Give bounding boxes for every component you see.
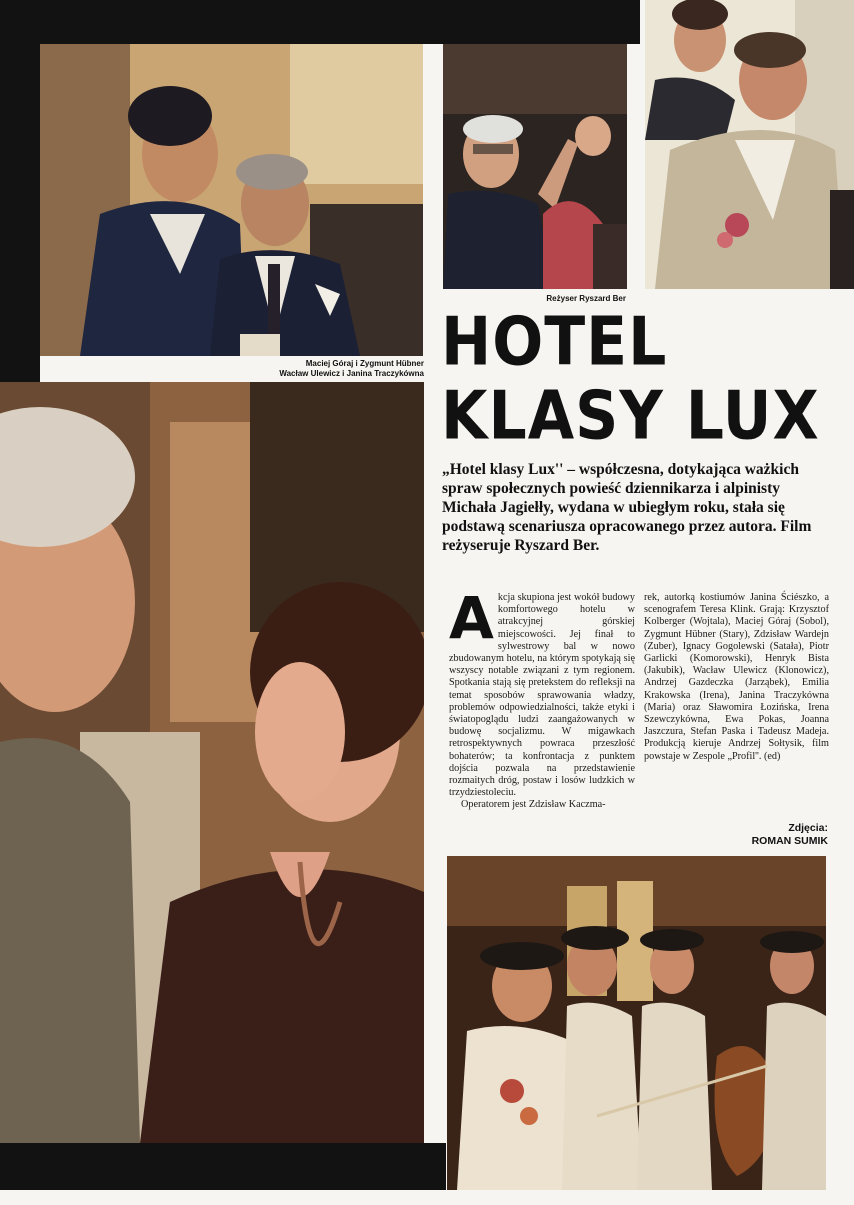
title-line2: KLASY LUX <box>441 376 820 456</box>
photo-director <box>443 44 627 289</box>
caption-director: Reżyser Ryszard Ber <box>546 294 626 303</box>
title-line1: HOTEL <box>441 302 668 382</box>
photo-highlander-man <box>645 0 854 289</box>
column-1-paragraph-2: Operatorem jest Zdzisław Kaczma- <box>461 799 606 811</box>
article-column-1 <box>449 584 635 812</box>
article-lead: „Hotel klasy Lux'' – współczesna, dotykająca ważkich spraw społecznych powieść dziennikarza i alpinisty Michała Jagiełły, wydana w ubiegłym roku, stała się podstawą scenariusza opracowanego przez autora. Film reżyseruje Ryszard Ber. <box>442 461 812 554</box>
black-frame-left <box>0 0 40 382</box>
photo-credit <box>700 822 828 848</box>
caption-top-left-line2: Wacław Ulewicz i Janina Traczykówna <box>279 369 424 378</box>
article-column-2 <box>644 592 829 763</box>
caption-top-left <box>216 359 424 379</box>
article-title <box>441 302 841 456</box>
credit-name: ROMAN SUMIK <box>751 835 828 847</box>
caption-top-left-line1: Maciej Góraj i Zygmunt Hübner <box>305 359 424 368</box>
column-1-paragraph-1: kcja skupiona jest wokół budowy komfortowego hotelu w atrakcyjnej górskiej miejscowości. Jej finał to sylwestrowy bal w nowo zbudowanym hotelu, na którym spotykają się wszyscy notable związani z tym regionem. Spotkania stają się pretekstem do refleksji na temat sposobów sprawowania władzy, problemów odpowiedzialności, także etyki i światopoglądu ludzi zaangażowanych w budowę socjalizmu. W migawkach retrospektywnych powraca przeszłość bohaterów; ta konfrontacja z punktem dojścia pozwala na przedstawienie rozmaitych dróg, postaw i losów ludzkich w trzydziestoleciu. <box>449 592 635 799</box>
black-frame-top <box>0 0 640 44</box>
photo-woman-and-man <box>0 382 424 1143</box>
column-2-paragraph: rek, autorką kostiumów Janina Ściészko, a scenografem Teresa Klink. Grają: Krzysztof Kolberger (Wojtala), Maciej Góraj (Sobol), Zygmunt Hübner (Stary), Zdzisław Wardejn (Zuber), Ignacy Gogolewski (Satała), Piotr Garlicki (Komorowski), Henryk Bista (Jakubik), Wacław Ulewicz (Klonowicz), Andrzej Gazdeczka (Jarząbek), Emilia Krakowska (Irena), Janina Traczykówna (Maria) oraz Sławomira Łozińska, Irena Szewczykówna, Ewa Pokas, Joanna Jaszczura, Stefan Paska i Tadeusz Madeja. Produkcją kieruje Andrzej Sołtysik, film powstaje w Zespole „Profil''. (ed) <box>644 592 829 762</box>
black-frame-bottom <box>0 1143 446 1190</box>
photo-two-men-in-suits <box>40 44 423 356</box>
drop-cap: A <box>449 584 494 652</box>
photo-highlander-musicians <box>447 856 826 1190</box>
credit-label: Zdjęcia: <box>788 822 828 834</box>
